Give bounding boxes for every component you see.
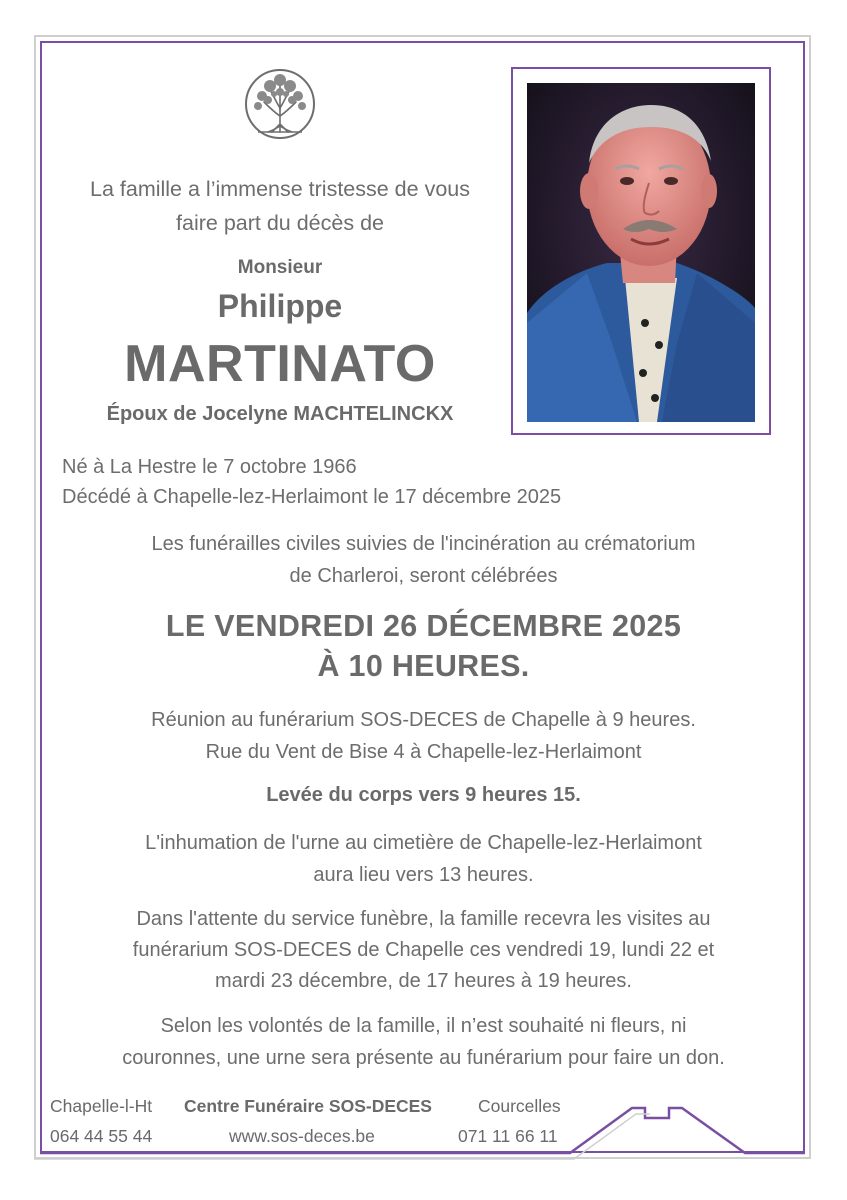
meeting-line-1: Réunion au funérarium SOS-DECES de Chapelle à 9 heures. [151, 709, 696, 731]
footer-left-city: Chapelle-l-Ht [50, 1096, 153, 1116]
born-line: Né à La Hestre le 7 octobre 1966 [62, 456, 357, 478]
last-name: MARTINATO [124, 335, 436, 393]
tree-of-life-icon [244, 66, 316, 144]
life-dates [62, 452, 762, 512]
footer-website-link[interactable]: www.sos-deces.be [229, 1126, 375, 1146]
intro-line-2: faire part du décès de [176, 211, 384, 235]
funerals-line-2: de Charleroi, seront célébrées [289, 565, 558, 587]
visits-line-1: Dans l'attente du service funèbre, la famille recevra les visites au [136, 908, 711, 930]
burial-line-1: L'inhumation de l'urne au cimetière de Chapelle-lez-Herlaimont [145, 832, 702, 854]
intro-line-1: La famille a l’immense tristesse de vous [90, 177, 470, 201]
spouse-name: MACHTELINCKX [293, 403, 454, 425]
meeting-text [60, 704, 787, 768]
visits-line-3: mardi 23 décembre, de 17 heures à 19 heures. [215, 970, 632, 992]
spouse-prefix: Époux de Jocelyne [106, 403, 294, 425]
visits-text [60, 904, 787, 997]
footer-right-city: Courcelles [478, 1096, 561, 1116]
visits-line-2: funérarium SOS-DECES de Chapelle ces vendredi 19, lundi 22 et [132, 939, 715, 961]
footer-company-name: Centre Funéraire SOS-DECES [184, 1096, 432, 1116]
ceremony-time: À 10 HEURES. [317, 649, 530, 683]
wishes-text [60, 1010, 787, 1074]
wishes-line-2: couronnes, une urne sera présente au funérarium pour faire un don. [122, 1047, 725, 1069]
ceremony-datetime [60, 606, 787, 686]
portrait-photo [527, 83, 755, 422]
levee-text: Levée du corps vers 9 heures 15. [266, 784, 581, 806]
ceremony-date: LE VENDREDI 26 DÉCEMBRE 2025 [165, 609, 682, 643]
burial-text [60, 827, 787, 891]
footer-left-phone[interactable]: 064 44 55 44 [50, 1126, 153, 1146]
funerals-line-1: Les funérailles civiles suivies de l'incinération au crématorium [151, 533, 696, 555]
wishes-line-1: Selon les volontés de la famille, il n’est souhaité ni fleurs, ni [160, 1015, 687, 1037]
intro-text [58, 172, 502, 240]
meeting-line-2: Rue du Vent de Bise 4 à Chapelle-lez-Herlaimont [205, 741, 642, 763]
footer-right-phone[interactable]: 071 11 66 11 [458, 1126, 558, 1146]
died-line: Décédé à Chapelle-lez-Herlaimont le 17 décembre 2025 [62, 486, 562, 508]
first-name: Philippe [217, 288, 343, 324]
civility: Monsieur [237, 257, 323, 278]
funerals-text [60, 528, 787, 592]
burial-line-2: aura lieu vers 13 heures. [313, 864, 534, 886]
spouse-line [40, 403, 520, 426]
